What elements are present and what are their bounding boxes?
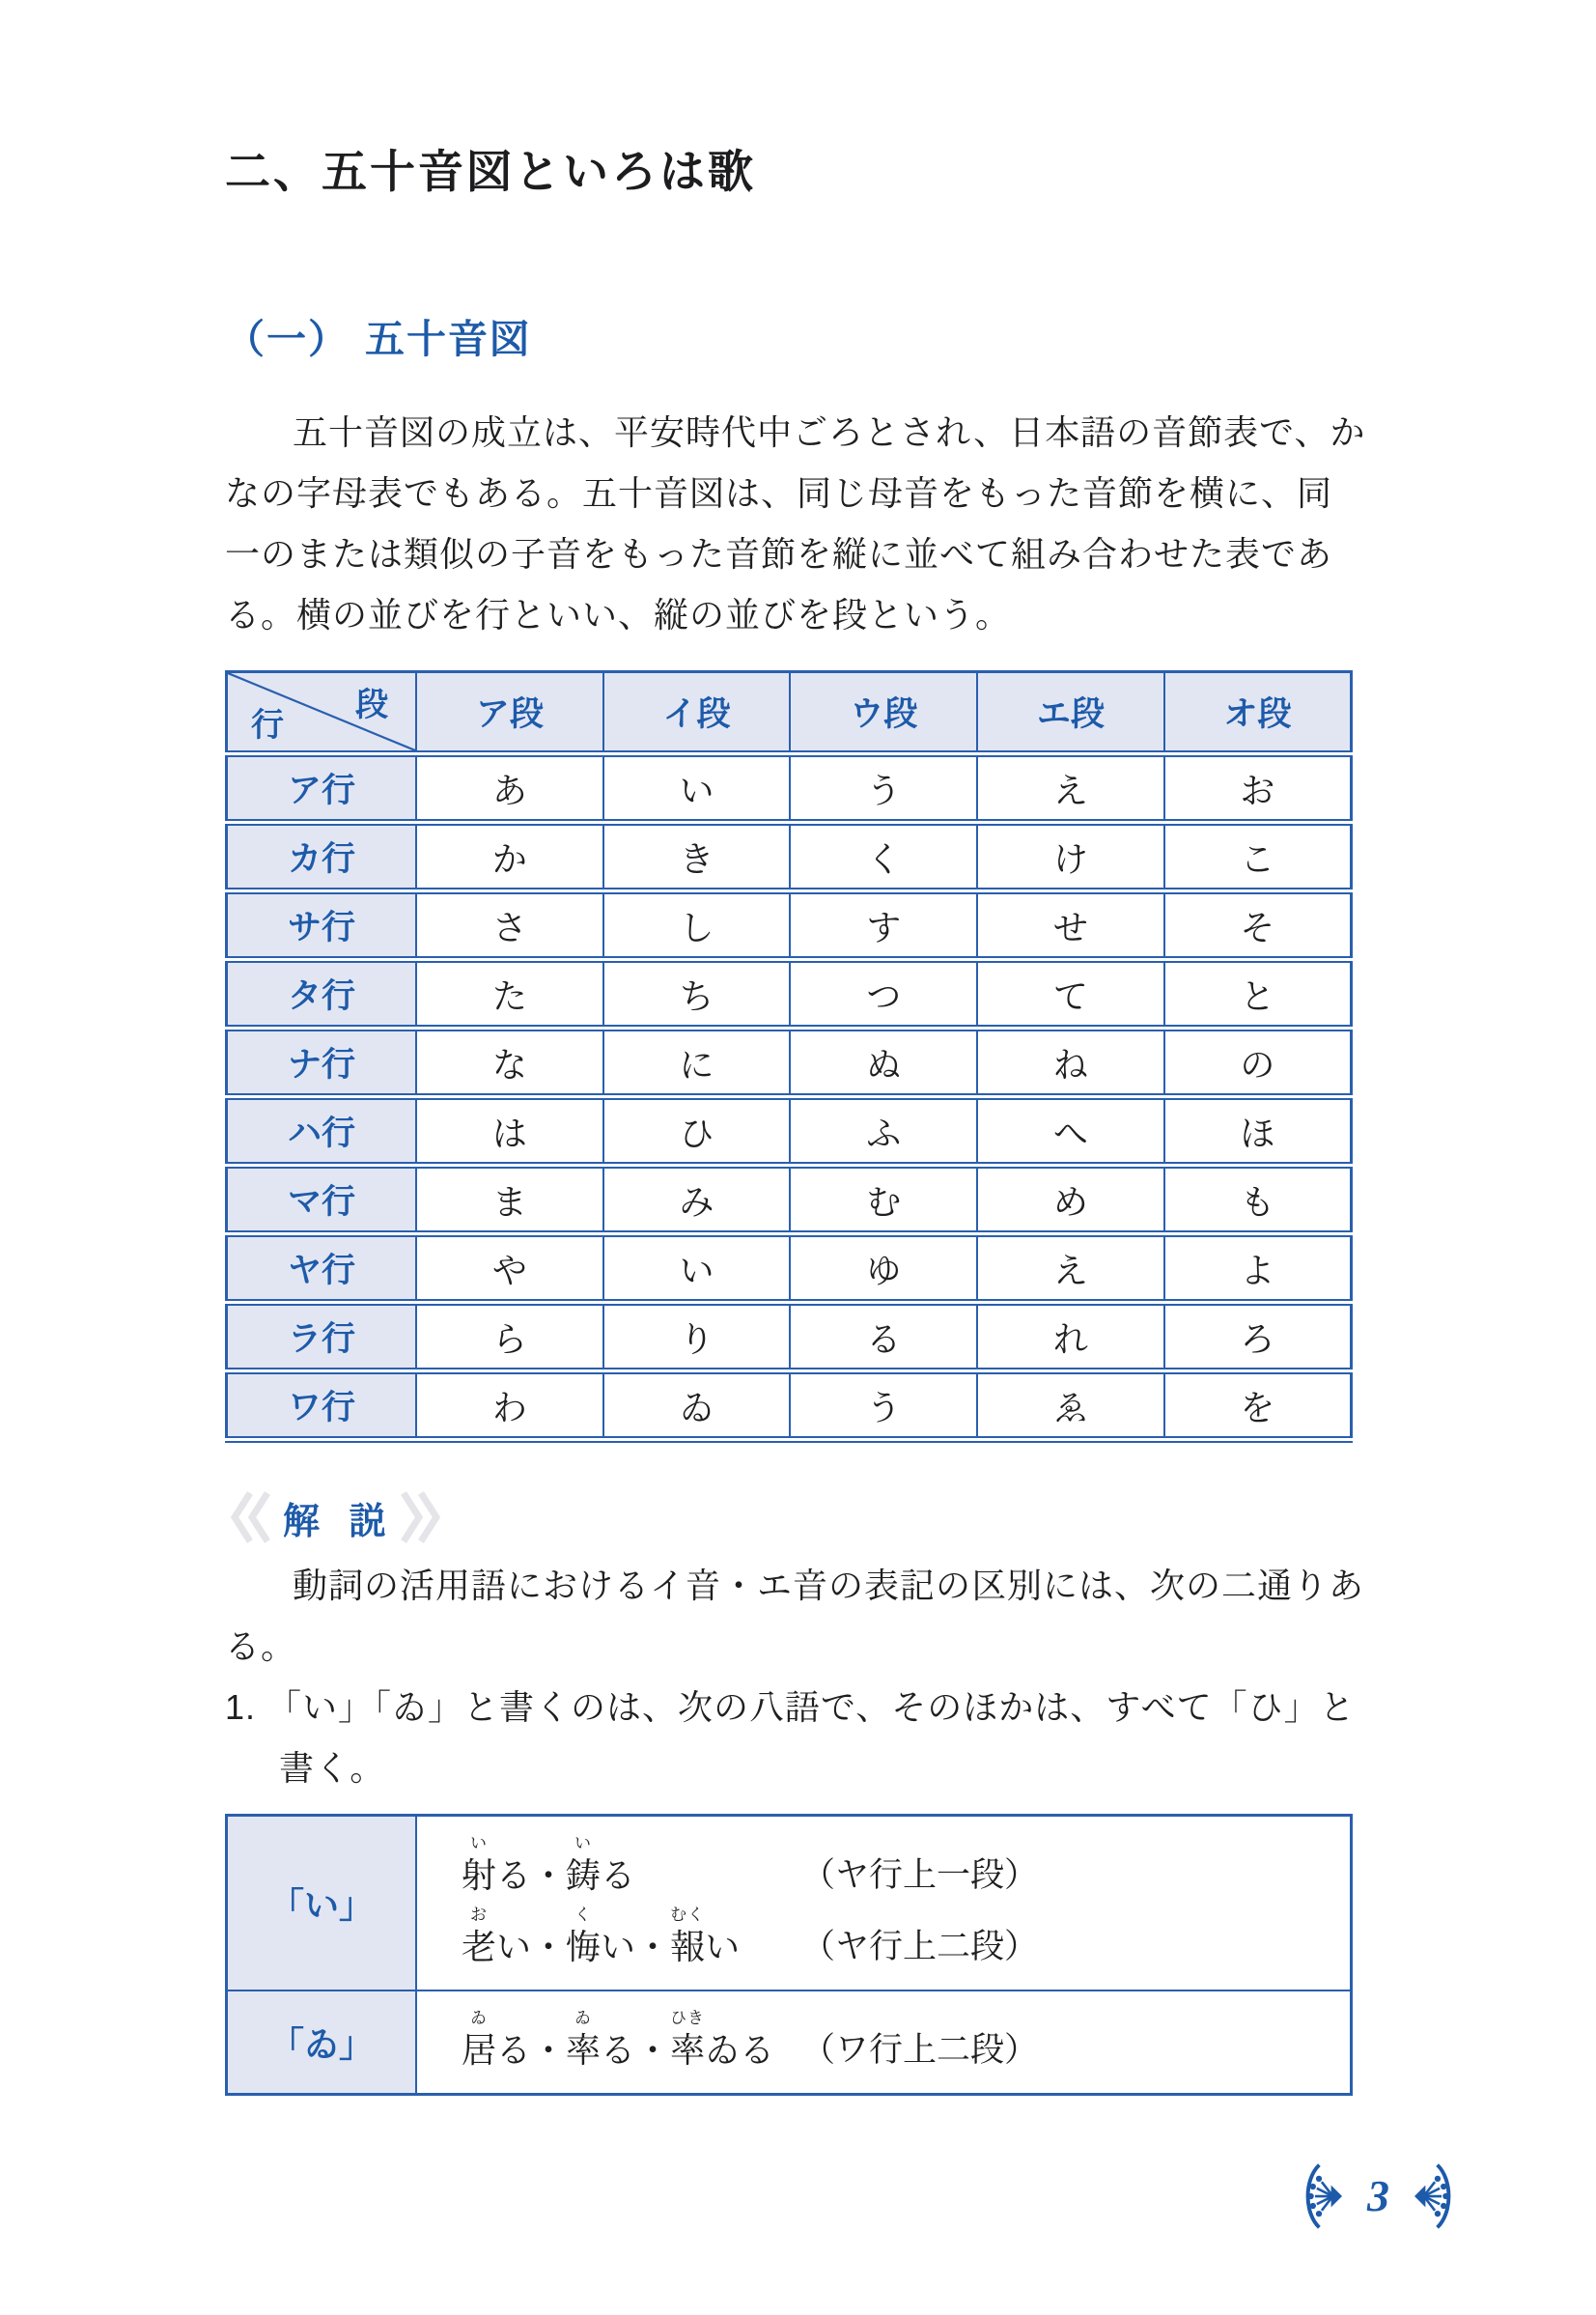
base-text: 率 xyxy=(566,2030,602,2070)
base-text: 悔 xyxy=(566,1927,602,1966)
gojuon-row-label: ワ行 xyxy=(227,1371,417,1440)
gojuon-kana-cell: の xyxy=(1164,1029,1352,1097)
text-line: なの字母表でもある。五十音図は、同じ母音をもった音節を横に、同 xyxy=(225,473,1333,513)
text-line: 一のまたは類似の子音をもった音節を縦に並べて組み合わせた表であ xyxy=(225,534,1333,574)
text-line: る。横の並びを行といい、縦の並びを段という。 xyxy=(225,595,1012,635)
gojuon-kana-cell: ま xyxy=(416,1166,603,1234)
word-line xyxy=(462,2008,1350,2073)
iwi-row-label: 「い」 xyxy=(227,1816,417,1991)
word-segment xyxy=(496,2008,566,2073)
word-group xyxy=(462,2008,801,2073)
page-number: 3 xyxy=(1367,2171,1389,2220)
section-title: 五十音図 xyxy=(365,317,531,361)
gojuon-kana-cell: ゐ xyxy=(603,1371,791,1440)
base-text: い・ xyxy=(496,1927,567,1966)
word-segment xyxy=(566,1833,601,1898)
gojuon-row xyxy=(227,960,1352,1029)
text-line: 1. 「い」「ゐ」と書くのは、次の八語で、そのほかは、すべて「ひ」と xyxy=(225,1687,1356,1727)
gojuon-row-label: マ行 xyxy=(227,1166,417,1234)
iwi-row-content xyxy=(416,1990,1352,2095)
word-segment xyxy=(670,2008,705,2073)
gojuon-kana-cell: こ xyxy=(1164,823,1352,891)
gojuon-row-label: ラ行 xyxy=(227,1303,417,1371)
gojuon-row-label: ア行 xyxy=(227,754,417,823)
iwi-table xyxy=(225,1814,1353,2096)
word-segment xyxy=(462,1905,496,1969)
furigana: お xyxy=(470,1906,488,1924)
gojuon-kana-cell: も xyxy=(1164,1166,1352,1234)
gojuon-row xyxy=(227,891,1352,960)
word-segment xyxy=(601,2008,670,2073)
conjugation-note: （ワ行上二段） xyxy=(801,2031,1039,2069)
gojuon-kana-cell: き xyxy=(603,823,791,891)
gojuon-kana-cell: ほ xyxy=(1164,1097,1352,1166)
gojuon-kana-cell: か xyxy=(416,823,603,891)
page-footer xyxy=(1302,2162,1455,2230)
gojuon-kana-cell: め xyxy=(977,1166,1164,1234)
word-segment xyxy=(496,1905,566,1969)
base-text: る・ xyxy=(601,2030,671,2070)
gojuon-kana-cell: す xyxy=(790,891,977,960)
base-text: る・ xyxy=(496,2030,567,2070)
kaisetsu-header xyxy=(231,1489,1596,1545)
gojuon-kana-cell: に xyxy=(603,1029,791,1097)
base-text: 報 xyxy=(670,1927,706,1966)
gojuon-kana-cell: ひ xyxy=(603,1097,791,1166)
gojuon-row xyxy=(227,1371,1352,1440)
page-title: 二、五十音図といろは歌 xyxy=(225,146,756,197)
gojuon-kana-cell: は xyxy=(416,1097,603,1166)
gojuon-kana-cell: ゑ xyxy=(977,1371,1164,1440)
furigana: ゐ xyxy=(470,2009,488,2027)
gojuon-column-header: ウ段 xyxy=(790,672,977,754)
gojuon-kana-cell: み xyxy=(603,1166,791,1234)
text-line: 五十音図の成立は、平安時代中ごろとされ、日本語の音節表で、か xyxy=(293,412,1366,452)
gojuon-kana-cell: く xyxy=(790,823,977,891)
gojuon-row-label: サ行 xyxy=(227,891,417,960)
gojuon-kana-cell: う xyxy=(790,1371,977,1440)
furigana: ひき xyxy=(670,2009,706,2027)
word-segment xyxy=(601,1833,635,1898)
gojuon-kana-cell: そ xyxy=(1164,891,1352,960)
word-segment xyxy=(496,1833,566,1898)
word-segment xyxy=(670,1905,705,1969)
word-segment xyxy=(566,2008,601,2073)
gojuon-kana-cell: つ xyxy=(790,960,977,1029)
base-text: 射 xyxy=(462,1855,497,1895)
base-text: ゐる xyxy=(705,2030,775,2070)
gojuon-kana-cell: ろ xyxy=(1164,1303,1352,1371)
gojuon-row-label: ナ行 xyxy=(227,1029,417,1097)
furigana: い xyxy=(574,1834,593,1852)
gojuon-kana-cell: た xyxy=(416,960,603,1029)
furigana: ゐ xyxy=(574,2009,593,2027)
base-text: る xyxy=(601,1855,636,1895)
gojuon-header-row xyxy=(227,672,1352,754)
gojuon-kana-cell: な xyxy=(416,1029,603,1097)
gojuon-kana-cell: よ xyxy=(1164,1234,1352,1303)
gojuon-table xyxy=(225,670,1353,1443)
text-line: る。 xyxy=(225,1626,297,1666)
chevron-left-icon xyxy=(231,1489,273,1545)
word-segment xyxy=(705,1905,740,1969)
gojuon-kana-cell: て xyxy=(977,960,1164,1029)
word-line xyxy=(462,1833,1350,1898)
iwi-row xyxy=(227,1990,1352,2095)
gojuon-kana-cell: り xyxy=(603,1303,791,1371)
gojuon-kana-cell: ぬ xyxy=(790,1029,977,1097)
corner-gyo-label: 行 xyxy=(251,707,284,744)
base-text: 率 xyxy=(670,2030,706,2070)
gojuon-kana-cell: や xyxy=(416,1234,603,1303)
base-text: い xyxy=(705,1927,741,1966)
gojuon-row-label: ハ行 xyxy=(227,1097,417,1166)
kaisetsu-label: 解 説 xyxy=(283,1501,396,1542)
gojuon-row xyxy=(227,1029,1352,1097)
intro-paragraph xyxy=(225,402,1366,645)
base-text: る・ xyxy=(496,1855,567,1895)
fan-ornament-right-icon xyxy=(1414,2162,1455,2230)
text-line: 動詞の活用語におけるイ音・エ音の表記の区別には、次の二通りあ xyxy=(293,1566,1365,1605)
section-heading xyxy=(225,315,1596,363)
gojuon-row xyxy=(227,1097,1352,1166)
kaisetsu-paragraph xyxy=(225,1555,1365,1677)
word-segment xyxy=(601,1905,670,1969)
gojuon-kana-cell: う xyxy=(790,754,977,823)
conjugation-note: （ヤ行上二段） xyxy=(801,1928,1039,1965)
section-number: （一） xyxy=(225,317,350,361)
gojuon-row xyxy=(227,1303,1352,1371)
fan-ornament-left-icon xyxy=(1302,2162,1342,2230)
gojuon-column-header: ア段 xyxy=(416,672,603,754)
gojuon-kana-cell: ゆ xyxy=(790,1234,977,1303)
base-text: 鋳 xyxy=(566,1855,602,1895)
gojuon-kana-cell: お xyxy=(1164,754,1352,823)
gojuon-row xyxy=(227,754,1352,823)
gojuon-kana-cell: い xyxy=(603,1234,791,1303)
gojuon-kana-cell: し xyxy=(603,891,791,960)
base-text: い・ xyxy=(601,1927,671,1966)
item-1 xyxy=(225,1677,1356,1798)
gojuon-kana-cell: る xyxy=(790,1303,977,1371)
gojuon-kana-cell: を xyxy=(1164,1371,1352,1440)
gojuon-kana-cell: い xyxy=(603,754,791,823)
gojuon-kana-cell: え xyxy=(977,1234,1164,1303)
word-segment xyxy=(462,2008,496,2073)
gojuon-kana-cell: む xyxy=(790,1166,977,1234)
gojuon-kana-cell: と xyxy=(1164,960,1352,1029)
gojuon-kana-cell: れ xyxy=(977,1303,1164,1371)
iwi-row-label: 「ゐ」 xyxy=(227,1990,417,2095)
furigana: い xyxy=(470,1834,488,1852)
gojuon-kana-cell: ふ xyxy=(790,1097,977,1166)
text-line: 書く。 xyxy=(279,1748,386,1788)
gojuon-row xyxy=(227,1234,1352,1303)
gojuon-row xyxy=(227,823,1352,891)
word-segment xyxy=(566,1905,601,1969)
furigana: むく xyxy=(670,1906,706,1924)
word-group xyxy=(462,1905,801,1969)
gojuon-kana-cell: え xyxy=(977,754,1164,823)
gojuon-kana-cell: せ xyxy=(977,891,1164,960)
word-segment xyxy=(462,1833,496,1898)
word-line xyxy=(462,1905,1350,1969)
gojuon-kana-cell: け xyxy=(977,823,1164,891)
gojuon-kana-cell: ち xyxy=(603,960,791,1029)
gojuon-row-label: ヤ行 xyxy=(227,1234,417,1303)
gojuon-kana-cell: へ xyxy=(977,1097,1164,1166)
gojuon-column-header: イ段 xyxy=(603,672,791,754)
chevron-right-icon xyxy=(398,1489,440,1545)
gojuon-kana-cell: わ xyxy=(416,1371,603,1440)
word-segment xyxy=(705,2008,774,2073)
furigana: く xyxy=(574,1906,593,1924)
gojuon-kana-cell: さ xyxy=(416,891,603,960)
gojuon-column-header: オ段 xyxy=(1164,672,1352,754)
gojuon-row xyxy=(227,1166,1352,1234)
corner-dan-label: 段 xyxy=(355,687,388,723)
gojuon-row-label: タ行 xyxy=(227,960,417,1029)
word-group xyxy=(462,1833,801,1898)
gojuon-corner-cell xyxy=(227,672,417,754)
iwi-row-content xyxy=(416,1816,1352,1991)
iwi-row xyxy=(227,1816,1352,1991)
base-text: 老 xyxy=(462,1927,497,1966)
gojuon-column-header: エ段 xyxy=(977,672,1164,754)
gojuon-kana-cell: あ xyxy=(416,754,603,823)
gojuon-kana-cell: ね xyxy=(977,1029,1164,1097)
base-text: 居 xyxy=(462,2030,497,2070)
gojuon-row-label: カ行 xyxy=(227,823,417,891)
conjugation-note: （ヤ行上一段） xyxy=(801,1856,1039,1894)
gojuon-kana-cell: ら xyxy=(416,1303,603,1371)
